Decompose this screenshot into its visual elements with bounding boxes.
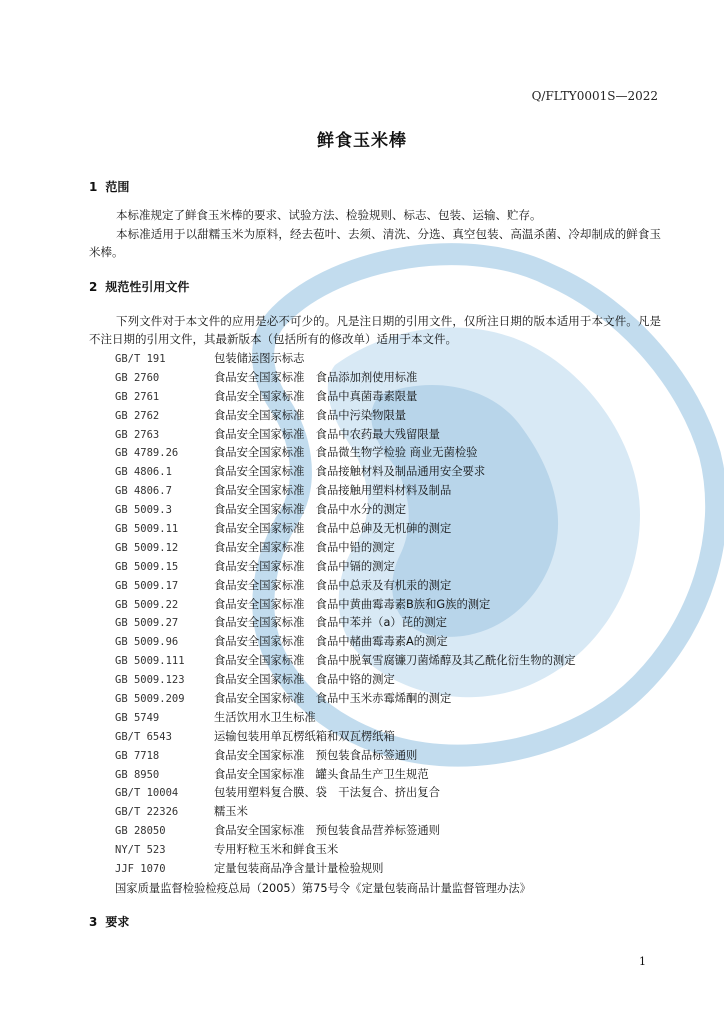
reference-item [89, 539, 669, 558]
reference-code: GB 4806.1 [115, 466, 172, 479]
reference-code: GB 4789.26 [115, 447, 179, 460]
reference-title: 食品安全国家标准 食品中脱氧雪腐镰刀菌烯醇及其乙酰化衍生物的测定 [214, 654, 576, 668]
reference-title: 食品安全国家标准 食品中真菌毒素限量 [214, 389, 418, 403]
section-2-title: 规范性引用文件 [105, 280, 190, 294]
reference-item [89, 369, 669, 388]
section-1-number: 1 [89, 180, 98, 194]
reference-code: GB/T 10004 [115, 787, 179, 800]
reference-code: GB 5749 [115, 711, 160, 724]
page-number: 1 [639, 955, 646, 968]
reference-list [89, 350, 669, 898]
reference-item [89, 388, 669, 407]
reference-title: 食品安全国家标准 食品中污染物限量 [214, 408, 407, 422]
reference-item [89, 501, 669, 520]
reference-title: 食品安全国家标准 预包装食品营养标签通则 [214, 824, 440, 838]
reference-title: 食品安全国家标准 食品中黄曲霉毒素B族和G族的测定 [214, 597, 491, 611]
reference-title: 食品安全国家标准 食品中总砷及无机砷的测定 [214, 522, 452, 536]
reference-code: GB/T 22326 [115, 806, 179, 819]
reference-item [89, 803, 669, 822]
reference-code: NY/T 523 [115, 844, 166, 857]
section-3-number: 3 [89, 915, 98, 929]
reference-title: 包装储运图示标志 [214, 352, 305, 365]
reference-title: 食品安全国家标准 预包装食品标签通则 [214, 748, 418, 762]
section-1-paragraph-1: 本标准规定了鲜食玉米棒的要求、试验方法、检验规则、标志、包装、运输、贮存。 [116, 208, 542, 222]
reference-title: 食品安全国家标准 食品微生物学检验 商业无菌检验 [214, 446, 478, 460]
section-3-heading [89, 913, 137, 930]
reference-code: GB 2763 [115, 428, 160, 441]
section-1-title: 范围 [105, 180, 130, 194]
reference-code: GB 7718 [115, 749, 160, 762]
reference-code: GB/T 191 [115, 353, 166, 365]
section-1-paragraph-2: 本标准适用于以甜糯玉米为原料，经去苞叶、去须、清洗、分选、真空包装、高温杀菌、冷却制成的鲜食玉米棒。 [89, 227, 661, 259]
reference-code: GB 2762 [115, 409, 160, 422]
section-2-heading [89, 278, 197, 295]
section-3-title: 要求 [105, 915, 130, 929]
reference-title: 食品安全国家标准 食品中铅的测定 [214, 540, 395, 554]
reference-code: GB 5009.111 [115, 655, 185, 668]
reference-item [89, 520, 669, 539]
reference-item [89, 596, 669, 615]
reference-item [89, 652, 669, 671]
reference-code: GB 4806.7 [115, 485, 172, 498]
reference-item [89, 426, 669, 445]
reference-code: JJF 1070 [115, 863, 166, 876]
reference-item [89, 577, 669, 596]
reference-item [89, 766, 669, 785]
reference-item [89, 841, 669, 860]
reference-item [89, 690, 669, 709]
reference-title: 食品安全国家标准 食品接触用塑料材料及制品 [214, 484, 452, 498]
reference-title: 食品安全国家标准 食品中农药最大残留限量 [214, 427, 440, 441]
reference-title: 糯玉米 [214, 805, 248, 819]
reference-code: GB 5009.96 [115, 636, 179, 649]
reference-code: GB 28050 [115, 825, 166, 838]
reference-code: GB 2761 [115, 390, 160, 403]
document-code: Q/FLTY0001S—2022 [531, 89, 658, 103]
reference-item [89, 747, 669, 766]
reference-title: 食品安全国家标准 食品中总汞及有机汞的测定 [214, 578, 452, 592]
reference-title: 食品安全国家标准 食品中赭曲霉毒素A的测定 [214, 635, 448, 649]
reference-code: GB 8950 [115, 768, 160, 781]
reference-item [89, 463, 669, 482]
reference-title: 定量包装商品净含量计量检验规则 [214, 862, 384, 876]
reference-code: GB/T 6543 [115, 730, 172, 743]
reference-item [89, 671, 669, 690]
reference-item [89, 444, 669, 463]
reference-code: GB 5009.15 [115, 560, 179, 573]
reference-title: 食品安全国家标准 食品中铬的测定 [214, 673, 395, 687]
reference-item [89, 482, 669, 501]
reference-code: GB 5009.22 [115, 598, 179, 611]
reference-title: 食品安全国家标准 食品中镉的测定 [214, 559, 395, 573]
reference-code: GB 5009.11 [115, 523, 179, 536]
reference-code: GB 5009.209 [115, 693, 185, 706]
reference-title: 专用籽粒玉米和鲜食玉米 [214, 843, 339, 857]
reference-title: 食品安全国家标准 罐头食品生产卫生规范 [214, 767, 429, 781]
reference-code: GB 5009.3 [115, 504, 172, 517]
section-2-number: 2 [89, 280, 98, 294]
reference-title: 运输包装用单瓦楞纸箱和双瓦楞纸箱 [214, 729, 395, 743]
reference-code: GB 5009.27 [115, 617, 179, 630]
section-1-heading [89, 178, 137, 195]
reference-item [89, 633, 669, 652]
reference-title: 生活饮用水卫生标准 [214, 710, 316, 724]
reference-title: 食品安全国家标准 食品中苯并（a）芘的测定 [214, 616, 447, 630]
reference-item [89, 784, 669, 803]
reference-code: GB 5009.17 [115, 579, 179, 592]
document-title: 鲜食玉米棒 [317, 131, 407, 151]
reference-note: 国家质量监督检验检疫总局（2005）第75号令《定量包装商品计量监督管理办法》 [115, 881, 531, 895]
reference-title: 食品安全国家标准 食品接触材料及制品通用安全要求 [214, 465, 486, 479]
reference-item [89, 822, 669, 841]
reference-item [89, 407, 669, 426]
reference-item [89, 558, 669, 577]
reference-code: GB 2760 [115, 371, 160, 384]
reference-title: 食品安全国家标准 食品中玉米赤霉烯酮的测定 [214, 692, 452, 706]
reference-item [89, 860, 669, 879]
reference-item [89, 614, 669, 633]
reference-title: 食品安全国家标准 食品中水分的测定 [214, 503, 407, 517]
reference-code: GB 5009.123 [115, 674, 185, 687]
reference-title: 包装用塑料复合膜、袋 干法复合、挤出复合 [214, 786, 440, 800]
reference-title: 食品安全国家标准 食品添加剂使用标准 [214, 370, 418, 384]
section-2-intro: 下列文件对于本文件的应用是必不可少的。凡是注日期的引用文件，仅所注日期的版本适用于本文件。凡是不注日期的引用文件，其最新版本（包括所有的修改单）适用于本文件。 [89, 314, 661, 346]
reference-item [89, 728, 669, 747]
reference-item [89, 350, 669, 369]
reference-item [89, 709, 669, 728]
reference-code: GB 5009.12 [115, 541, 179, 554]
